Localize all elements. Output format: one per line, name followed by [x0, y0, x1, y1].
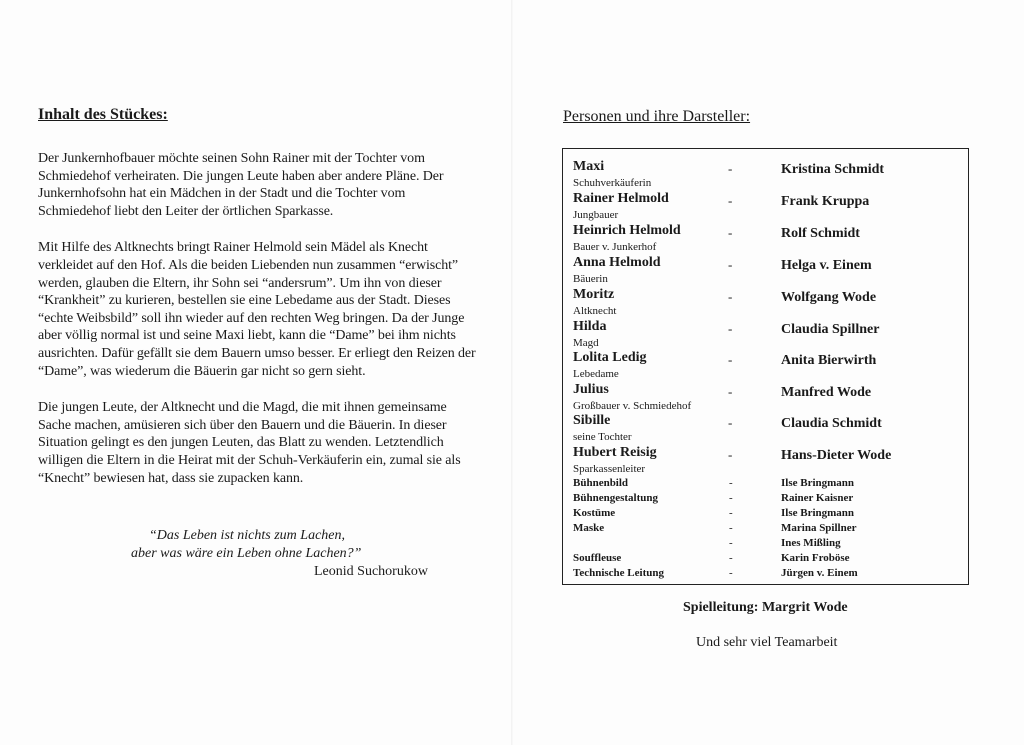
crew-dash: - — [729, 537, 733, 549]
quote-author: Leonid Suchorukow — [314, 564, 428, 579]
crew-role: Souffleuse — [573, 552, 622, 564]
cast-actor: Claudia Schmidt — [781, 416, 882, 431]
cast-role-description: Schuhverkäuferin — [573, 177, 652, 189]
cast-role: Lolita Ledig — [573, 350, 647, 365]
crew-member: Ilse Bringmann — [781, 507, 855, 519]
cast-dash: - — [728, 352, 733, 367]
cast-role-description: Altknecht — [573, 305, 617, 317]
cast-role-description: Bäuerin — [573, 273, 608, 285]
cast-actor: Anita Bierwirth — [781, 353, 877, 368]
quote-line-1: “Das Leben ist nichts zum Lachen, — [149, 528, 345, 543]
cast-role-description: Bauer v. Junkerhof — [573, 241, 657, 253]
crew-role: Bühnenbild — [573, 477, 629, 489]
quote-line-2: aber was wäre ein Leben ohne Lachen?” — [131, 546, 362, 561]
cast-dash: - — [728, 415, 733, 430]
cast-actor: Wolfgang Wode — [781, 290, 877, 305]
cast-dash: - — [728, 193, 733, 208]
page-fold — [511, 0, 513, 745]
cast-dash: - — [728, 225, 733, 240]
crew-role: Kostüme — [573, 507, 616, 519]
cast-actor: Hans-Dieter Wode — [781, 448, 892, 463]
cast-actor: Rolf Schmidt — [781, 226, 860, 241]
cast-role: Anna Helmold — [573, 255, 661, 270]
cast-box — [562, 148, 969, 585]
teamwork-line: Und sehr viel Teamarbeit — [696, 635, 838, 650]
crew-dash: - — [729, 567, 733, 579]
synopsis-heading: Inhalt des Stückes: — [38, 106, 168, 123]
crew-member: Jürgen v. Einem — [781, 567, 858, 579]
crew-row — [563, 522, 968, 537]
synopsis-section — [38, 106, 478, 506]
director-line: Spielleitung: Margrit Wode — [683, 600, 848, 615]
crew-row — [563, 552, 968, 567]
cast-role-description: Magd — [573, 337, 599, 349]
cast-role-description: Sparkassenleiter — [573, 463, 646, 475]
cast-role: Rainer Helmold — [573, 191, 669, 206]
cast-role-description: Lebedame — [573, 368, 619, 380]
cast-dash: - — [728, 321, 733, 336]
cast-role-description: Jungbauer — [573, 209, 619, 221]
cast-heading: Personen und ihre Darsteller: — [563, 108, 751, 125]
crew-member: Karin Froböse — [781, 552, 850, 564]
crew-row — [563, 567, 968, 582]
crew-row — [563, 492, 968, 507]
cast-role: Hilda — [573, 319, 607, 334]
crew-role: Technische Leitung — [573, 567, 664, 579]
crew-member: Rainer Kaisner — [781, 492, 854, 504]
cast-actor: Kristina Schmidt — [781, 162, 885, 177]
crew-role: Maske — [573, 522, 605, 534]
cast-role: Sibille — [573, 413, 611, 428]
synopsis-paragraph-3: Die jungen Leute, der Altknecht und die Magd, die mit ihnen gemeinsame Sache machen, amüsieren sich über den Bauern und die Bäuerin. In dieser Situation gelingt es den jungen Leuten, das Blatt zu wenden. Letztendlich willigen die Eltern in die Heirat mit der Schuh-Verkäuferin ein, zumal sie als “Knecht” bewiesen hat, dass sie zupacken kann. — [38, 400, 461, 486]
cast-role: Hubert Reisig — [573, 445, 657, 460]
crew-dash: - — [729, 507, 733, 519]
cast-dash: - — [728, 384, 733, 399]
crew-role: Bühnengestaltung — [573, 492, 658, 504]
cast-actor: Helga v. Einem — [781, 258, 872, 273]
crew-member: Ilse Bringmann — [781, 477, 855, 489]
crew-dash: - — [729, 492, 733, 504]
cast-dash: - — [728, 447, 733, 462]
synopsis-paragraph-1: Der Junkernhofbauer möchte seinen Sohn Rainer mit der Tochter vom Schmiedehof verheiraten. Die jungen Leute haben aber andere Pläne. Der Junkernhofsohn hat ein Mädchen in der Stadt und die Tochter vom Schmiedehof liebt den Leiter der örtlichen Sparkasse. — [38, 151, 444, 219]
cast-dash: - — [728, 289, 733, 304]
cast-role: Moritz — [573, 287, 615, 302]
crew-dash: - — [729, 552, 733, 564]
cast-dash: - — [728, 161, 733, 176]
crew-row — [563, 507, 968, 522]
cast-actor: Claudia Spillner — [781, 322, 880, 337]
cast-actor: Frank Kruppa — [781, 194, 870, 209]
cast-dash: - — [728, 257, 733, 272]
cast-role-description: seine Tochter — [573, 431, 632, 443]
crew-dash: - — [729, 522, 733, 534]
cast-actor: Manfred Wode — [781, 385, 872, 400]
crew-member: Ines Mißling — [781, 537, 841, 549]
crew-member: Marina Spillner — [781, 522, 857, 534]
crew-dash: - — [729, 477, 733, 489]
cast-role-description: Großbauer v. Schmiedehof — [573, 400, 692, 412]
cast-role: Maxi — [573, 159, 605, 174]
cast-role: Heinrich Helmold — [573, 223, 681, 238]
cast-role: Julius — [573, 382, 609, 397]
crew-row — [563, 477, 968, 492]
crew-row — [563, 537, 968, 552]
synopsis-paragraph-2: Mit Hilfe des Altknechts bringt Rainer Helmold sein Mädel als Knecht verkleidet auf den Hof. Als die beiden Liebenden nun zusammen “erwischt” werden, glauben die Eltern, ihr Sohn sei “andersrum”. Um ihn von dieser “Krankheit” zu kurieren, bestellen sie eine Lebedame aus der Stadt. Dieses “echte Weibsbild” soll ihn wieder auf den rechten Weg bringen. Da der Junge aber völlig normal ist und seine Maxi liebt, kann die “Dame” bei ihm nichts ausrichten. Dafür gefällt sie dem Bauern umso besser. Er erliegt den Reizen der “Dame”, was wiederum die Bäuerin gar nicht so gern sieht. — [38, 240, 476, 379]
